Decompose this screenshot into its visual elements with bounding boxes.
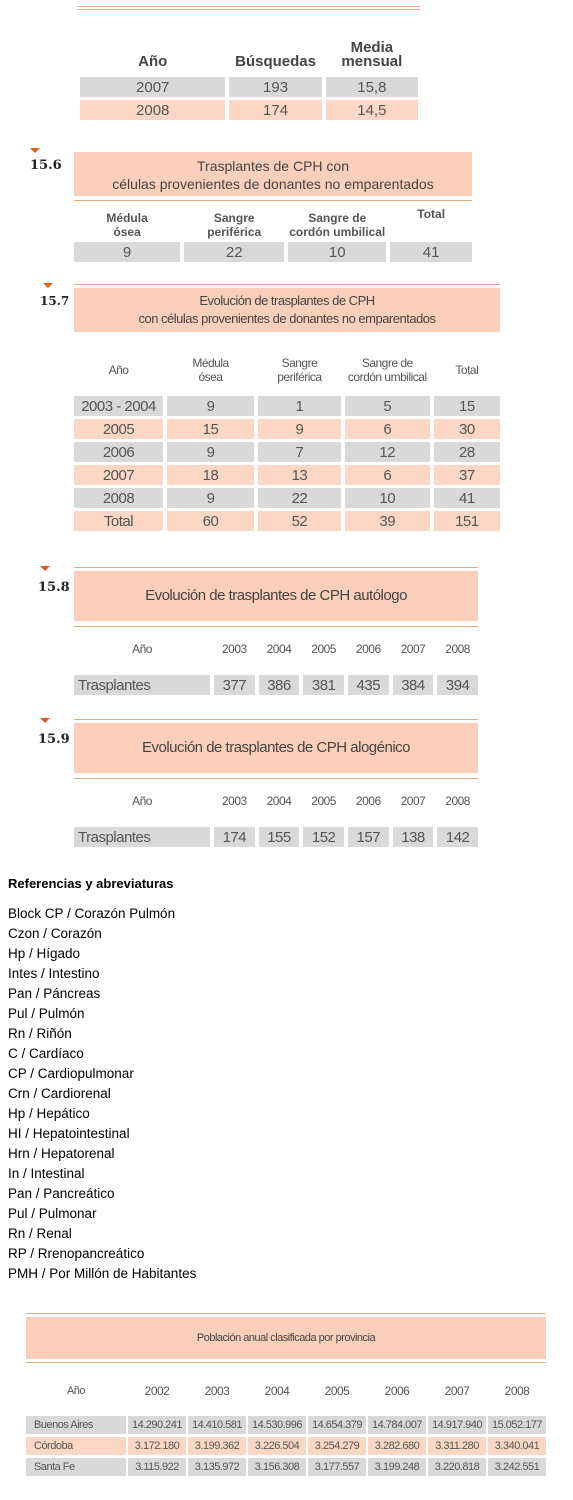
table-row	[74, 488, 500, 508]
cell-value: 3.156.308	[248, 1458, 306, 1476]
title-line: Evolución de trasplantes de CPH	[199, 293, 375, 308]
cell-value: 3.311.280	[428, 1437, 486, 1455]
cell-value: 3.254.279	[308, 1437, 366, 1455]
row-label: Trasplantes	[74, 675, 210, 695]
cell-value: 7	[258, 442, 341, 462]
list-item: In / Intestinal	[8, 1166, 85, 1181]
cell-value: 138	[393, 827, 434, 847]
table-row	[74, 419, 500, 439]
cell-value: 377	[214, 675, 255, 695]
cell-year: 2007	[80, 77, 225, 97]
section-rule	[74, 284, 500, 285]
section-rule	[74, 778, 478, 779]
cell-year: 2007	[74, 465, 163, 485]
population-title: Población anual clasificada por provincia	[26, 1317, 546, 1359]
year-header: 2008	[445, 794, 470, 808]
cell-year: 2008	[80, 100, 225, 120]
cell-value: 3.135.972	[188, 1458, 246, 1476]
cell-value: 10	[288, 242, 386, 262]
cell-value: 22	[258, 488, 341, 508]
section-number: 15.8	[38, 580, 70, 595]
cell-value: 3.172.180	[128, 1437, 186, 1455]
section-rule	[74, 626, 478, 627]
cell-value: 28	[434, 442, 500, 462]
row-label: Trasplantes	[74, 827, 210, 847]
cell-value: 3.199.248	[368, 1458, 426, 1476]
cell-value: 14.290.241	[128, 1416, 186, 1434]
list-item: Pul / Pulmonar	[8, 1206, 97, 1221]
cell-avg: 14,5	[326, 100, 418, 120]
cell-value: 381	[303, 675, 344, 695]
section-marker-icon	[40, 566, 50, 571]
header-year: Año	[132, 794, 152, 808]
transplants-table	[70, 204, 476, 265]
cell-value: 384	[393, 675, 434, 695]
header-cord-blood: Sangre de cordón umbilical	[289, 211, 386, 239]
table-row	[26, 1416, 546, 1434]
cell-value: 152	[303, 827, 344, 847]
header-year: Año	[138, 53, 168, 70]
year-header: 2005	[311, 794, 336, 808]
cell-value: 39	[345, 511, 430, 531]
cell-value: 9	[258, 419, 341, 439]
table-row	[74, 396, 500, 416]
header-bone-marrow: Médula ósea	[106, 211, 148, 239]
year-header: 2005	[324, 1384, 350, 1398]
cell-value: 6	[345, 465, 430, 485]
header-year: Año	[132, 642, 152, 656]
cell-value: 15	[434, 396, 500, 416]
cell-value: 151	[434, 511, 500, 531]
list-item: Pan / Pancreático	[8, 1186, 115, 1201]
table-row	[74, 465, 500, 485]
table-row	[26, 1437, 546, 1455]
references-list	[8, 904, 196, 1284]
row-label: Córdoba	[26, 1437, 126, 1455]
section-title: Evolución de trasplantes de CPH alogénico	[74, 723, 478, 773]
section-title	[74, 152, 472, 196]
cell-value: 41	[434, 488, 500, 508]
cell-value: 3.115.922	[128, 1458, 186, 1476]
cell-value: 10	[345, 488, 430, 508]
cell-value: 13	[258, 465, 341, 485]
table-row	[80, 77, 418, 97]
row-label: Buenos Aires	[26, 1416, 126, 1434]
list-item: Czon / Corazón	[8, 926, 102, 941]
cell-value: 435	[348, 675, 389, 695]
cell-value: 3.242.551	[488, 1458, 546, 1476]
cell-value: 3.177.557	[308, 1458, 366, 1476]
list-item: CP / Cardiopulmonar	[8, 1066, 134, 1081]
title-line: células provenientes de donantes no emparentados	[112, 176, 434, 192]
year-header: 2008	[504, 1384, 530, 1398]
population-table	[24, 1366, 548, 1479]
list-item: Block CP / Corazón Pulmón	[8, 906, 176, 921]
cell-value: 14.530.996	[248, 1416, 306, 1434]
cell-value: 9	[74, 242, 180, 262]
header-peripheral-blood: Sangre periférica	[207, 211, 262, 239]
table-row	[74, 827, 478, 847]
section-title: Evolución de trasplantes de CPH autólogo	[74, 571, 478, 621]
cell-value: 52	[258, 511, 341, 531]
cell-value: 18	[167, 465, 254, 485]
year-header: 2006	[355, 794, 381, 808]
cell-year: 2003 - 2004	[74, 396, 163, 416]
allogeneic-table	[70, 782, 482, 850]
section-rule	[74, 719, 478, 720]
cell-avg: 15,8	[326, 77, 418, 97]
cell-value: 41	[390, 242, 472, 262]
header-searches: Búsquedas	[235, 53, 316, 70]
year-header: 2002	[144, 1384, 170, 1398]
cell-value: 3.340.041	[488, 1437, 546, 1455]
cell-value: 22	[184, 242, 284, 262]
cell-year: Total	[74, 511, 163, 531]
autologous-table	[70, 630, 482, 698]
table-row	[74, 242, 472, 262]
list-item: Pul / Pulmón	[8, 1006, 85, 1021]
year-header: 2007	[400, 794, 426, 808]
cell-value: 14.917.940	[428, 1416, 486, 1434]
list-item: Crn / Cardiorenal	[8, 1086, 111, 1101]
table-row	[74, 511, 500, 531]
section-rule	[26, 1313, 546, 1314]
section-rule	[74, 567, 478, 568]
header-total: Total	[455, 363, 479, 377]
section-marker-icon	[40, 718, 50, 723]
section-number: 15.9	[38, 732, 70, 747]
cell-value: 1	[258, 396, 341, 416]
searches-table	[76, 30, 422, 123]
cell-value: 14.784.007	[368, 1416, 426, 1434]
header-year: Año	[66, 1385, 86, 1397]
section-rule	[26, 1362, 546, 1363]
list-item: C / Cardíaco	[8, 1046, 84, 1061]
cell-value: 15.052.177	[488, 1416, 546, 1434]
title-line: con células provenientes de donantes no emparentados	[138, 311, 436, 326]
cell-value: 5	[345, 396, 430, 416]
cell-searches: 174	[229, 100, 321, 120]
year-header: 2006	[355, 642, 381, 656]
cell-value: 6	[345, 419, 430, 439]
cell-value: 9	[167, 396, 254, 416]
section-marker-icon	[30, 148, 40, 153]
section-number: 15.7	[40, 294, 70, 308]
list-item: Pan / Páncreas	[8, 986, 101, 1001]
cell-value: 174	[214, 827, 255, 847]
cell-value: 60	[167, 511, 254, 531]
top-rule	[78, 9, 420, 10]
list-item: Hrn / Hepatorenal	[8, 1146, 115, 1161]
cell-value: 9	[167, 488, 254, 508]
cell-value: 9	[167, 442, 254, 462]
cell-value: 12	[345, 442, 430, 462]
cell-value: 3.282.680	[368, 1437, 426, 1455]
year-header: 2004	[266, 642, 292, 656]
references-title: Referencias y abreviaturas	[8, 876, 174, 891]
top-rule	[78, 6, 420, 7]
cell-year: 2005	[74, 419, 163, 439]
cell-value: 155	[259, 827, 300, 847]
header-year: Año	[108, 363, 129, 377]
header-cord-blood: Sangre de cordón umbilical	[347, 356, 427, 384]
cell-value: 37	[434, 465, 500, 485]
year-header: 2003	[221, 642, 247, 656]
year-header: 2007	[400, 642, 426, 656]
year-header: 2007	[444, 1384, 470, 1398]
list-item: PMH / Por Millón de Habitantes	[8, 1266, 197, 1281]
cell-value: 3.220.818	[428, 1458, 486, 1476]
cell-value: 142	[437, 827, 478, 847]
section-rule	[74, 200, 472, 201]
header-peripheral-blood: Sangre periférica	[277, 356, 322, 384]
list-item: Rn / Riñón	[8, 1026, 72, 1041]
table-row	[80, 100, 418, 120]
cell-value: 386	[259, 675, 300, 695]
section-marker-icon	[43, 283, 53, 288]
list-item: HI / Hepatointestinal	[8, 1126, 130, 1141]
year-header: 2003	[204, 1384, 230, 1398]
table-row	[26, 1458, 546, 1476]
year-header: 2008	[445, 642, 470, 656]
list-item: Intes / Intestino	[8, 966, 100, 981]
cell-value: 15	[167, 419, 254, 439]
list-item: Hp / Hepático	[8, 1106, 90, 1121]
table-row	[74, 675, 478, 695]
evolution-table	[70, 344, 504, 534]
year-header: 2004	[266, 794, 292, 808]
cell-value: 3.226.504	[248, 1437, 306, 1455]
list-item: Hp / Hígado	[8, 946, 81, 961]
year-header: 2005	[311, 642, 336, 656]
cell-value: 14.410.581	[188, 1416, 246, 1434]
year-header: 2004	[264, 1384, 290, 1398]
cell-value: 30	[434, 419, 500, 439]
cell-searches: 193	[229, 77, 321, 97]
cell-value: 157	[348, 827, 389, 847]
cell-year: 2008	[74, 488, 163, 508]
list-item: RP / Rrenopancreático	[8, 1246, 145, 1261]
list-item: Rn / Renal	[8, 1226, 72, 1241]
year-header: 2006	[384, 1384, 410, 1398]
header-bone-marrow: Médula ósea	[192, 356, 229, 384]
row-label: Santa Fe	[26, 1458, 126, 1476]
header-total: Total	[417, 207, 446, 221]
section-number: 15.6	[30, 158, 62, 173]
section-title	[74, 288, 500, 332]
header-monthly-avg: Media mensual	[341, 39, 403, 70]
cell-year: 2006	[74, 442, 163, 462]
table-row	[74, 442, 500, 462]
title-line: Trasplantes de CPH con	[197, 158, 349, 174]
cell-value: 14.654.379	[308, 1416, 366, 1434]
cell-value: 394	[437, 675, 478, 695]
year-header: 2003	[221, 794, 247, 808]
cell-value: 3.199.362	[188, 1437, 246, 1455]
